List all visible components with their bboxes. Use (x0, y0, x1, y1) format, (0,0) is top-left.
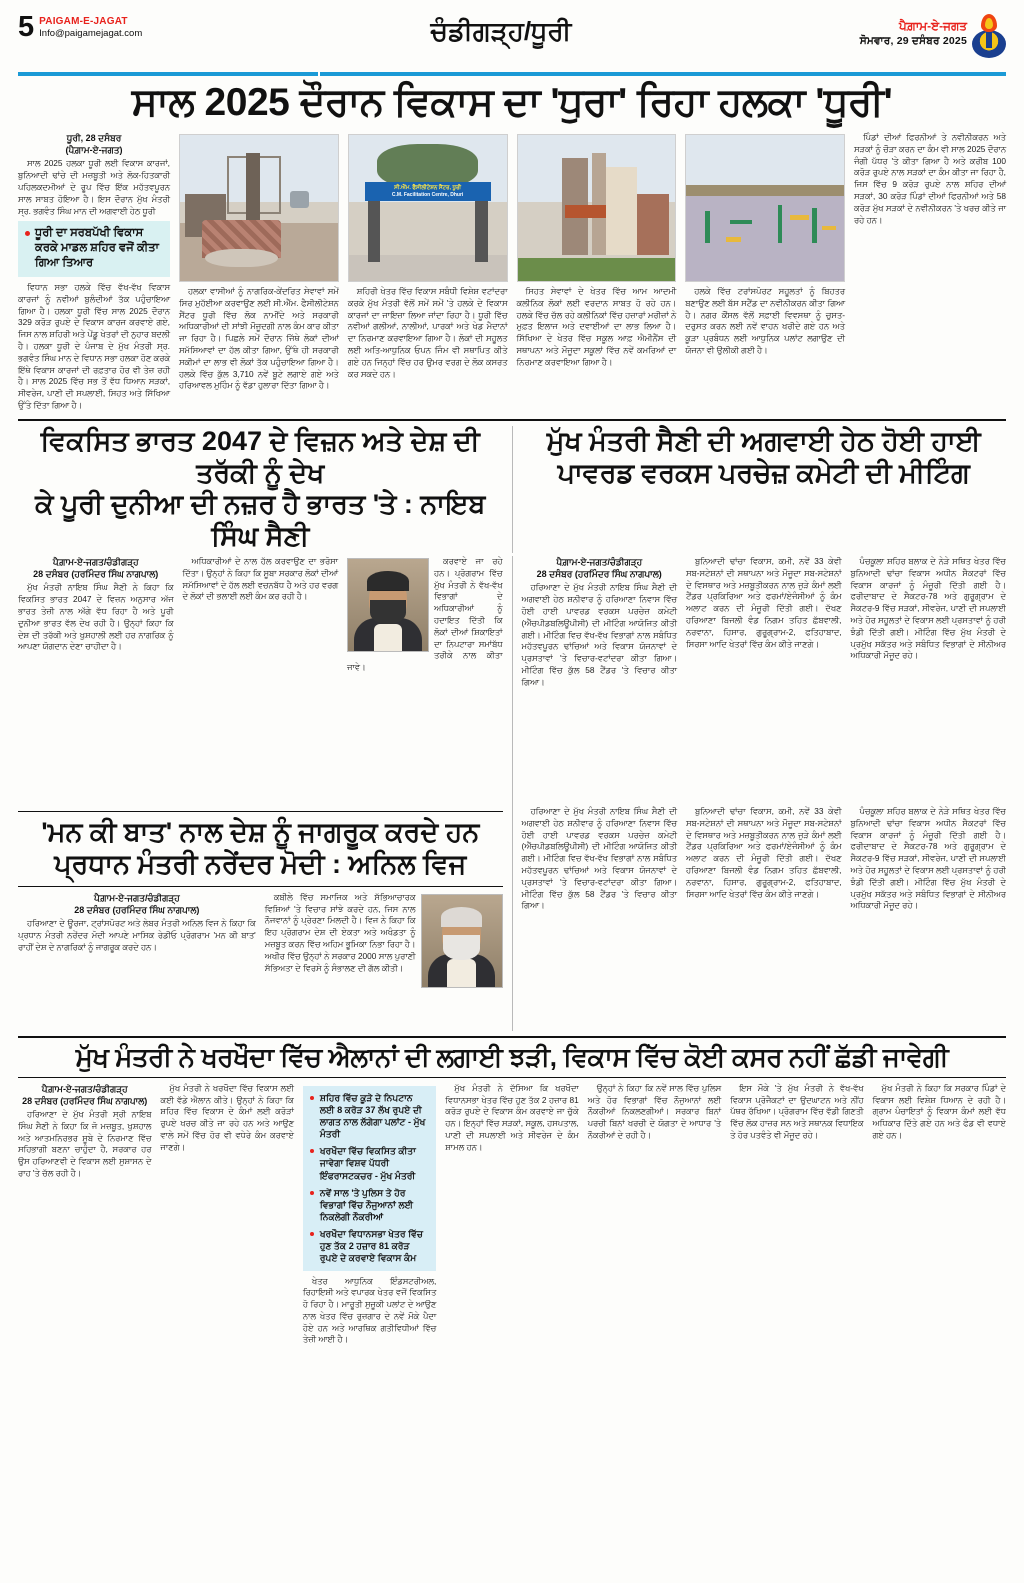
article3-continued (522, 806, 1007, 1031)
article5-col2: ਮੁੱਖ ਮੰਤਰੀ ਨੇ ਖਰਖੌਦਾ ਵਿੱਚ ਵਿਕਾਸ ਲਈ ਕਈ ਵੱਡੇ ਐਲਾਨ ਕੀਤੇ। ਉਨ੍ਹਾਂ ਨੇ ਕਿਹਾ ਕਿ ਸ਼ਹਿਰ ਵਿੱਚ ਵਿਕਾਸ ਦੇ ਕੰਮਾਂ ਲਈ ਕਰੋੜਾਂ ਰੁਪਏ ਖਰਚ ਕੀਤੇ ਜਾ ਰਹੇ ਹਨ ਅਤੇ ਆਉਣ ਵਾਲੇ ਸਮੇਂ ਵਿੱਚ ਹੋਰ ਵੀ ਵਧੇਰੇ ਕੰਮ ਕਰਵਾਏ ਜਾਣਗੇ। (160, 1082, 294, 1152)
section-title: ਚੰਡੀਗੜ੍ਹ/ਧੂਰੀ (430, 16, 572, 46)
article5-headline: ਮੁੱਖ ਮੰਤਰੀ ਨੇ ਖਰਖੌਦਾ ਵਿੱਚ ਐਲਾਨਾਂ ਦੀ ਲਗਾਈ ਝੜੀ, ਵਿਕਾਸ ਵਿੱਚ ਕੋਈ ਕਸਰ ਨਹੀਂ ਛੱਡੀ ਜਾਵੇਗੀ (75, 1042, 949, 1073)
article5-col5: ਉਨ੍ਹਾਂ ਨੇ ਕਿਹਾ ਕਿ ਨਵੇਂ ਸਾਲ ਵਿੱਚ ਪੁਲਿਸ ਅਤੇ ਹੋਰ ਵਿਭਾਗਾਂ ਵਿੱਚ ਨੌਜੁਆਨਾਂ ਲਈ ਨੌਕਰੀਆਂ ਨਿਕਲਣਗੀਆਂ। ਸਰਕਾਰ ਬਿਨਾਂ ਪਰਚੀ ਬਿਨਾਂ ਖਰਚੀ ਦੇ ਯੋਗਤਾ ਦੇ ਆਧਾਰ 'ਤੇ ਨੌਕਰੀਆਂ ਦੇ ਰਹੀ ਹੈ। (587, 1082, 722, 1140)
lead-left-column (18, 132, 170, 414)
lead-highlight-list (24, 226, 164, 271)
article5-bullet-box (303, 1086, 436, 1271)
article5-col3: ਸ਼ਹਿਰ ਵਿੱਚ ਕੂੜੇ ਦੇ ਨਿਪਟਾਨ ਲਈ 8 ਕਰੋੜ 37 ਲੱਖ ਰੁਪਏ ਦੀ ਲਾਗਤ ਨਾਲ ਲੱਗੇਗਾ ਪਲਾਂਟ - ਮੁੱਖ ਮੰਤਰੀ ਖਰਖੌਦਾ ਵਿੱਚ ਵਿਕਸਿਤ ਕੀਤਾ ਜਾਵੇਗਾ ਵਿਸ਼ਵ ਪੱਧਰੀ ਇੰਫਰਾਸਟਕਚਰ - ਮੁੱਖ ਮੰਤਰੀ ਨਵੇਂ ਸਾਲ 'ਤੇ ਪੁਲਿਸ ਤੇ ਹੋਰ ਵਿਭਾਗਾਂ ਵਿੱਚ ਨੌਜੁਆਨਾਂ ਲਈ ਨਿਕਲੇਗੀ ਨੌਕਰੀਆਂ ਖਰਖੌਦਾ ਵਿਧਾਨਸਭਾ ਖੇਤਰ ਵਿੱਚ ਹੁਣ ਤੱਕ 2 ਹਜ਼ਾਰ 81 ਕਰੋੜ ਰੁਪਏ ਦੇ ਕਰਵਾਏ ਵਿਕਾਸ ਕੰਮ ਖੇਤਰ ਆਧੁਨਿਕ ਇੰਡਸਟਰੀਅਲ, ਰਿਹਾਇਸ਼ੀ ਅਤੇ ਵਪਾਰਕ ਖੇਤਰ ਵਜੋਂ ਵਿਕਸਿਤ ਹੋ ਰਿਹਾ ਹੈ। ਮਾਰੂਤੀ ਸੁਜ਼ੂਕੀ ਪਲਾਂਟ ਦੇ ਆਉਣ ਨਾਲ ਖੇਤਰ ਵਿੱਚ ਰੁਜ਼ਗਾਰ ਦੇ ਨਵੇਂ ਮੌਕੇ ਪੈਦਾ ਹੋਏ ਹਨ ਅਤੇ ਆਰਥਿਕ ਗਤੀਵਿਧੀਆਂ ਵਿੱਚ ਤੇਜ਼ੀ ਆਈ ਹੈ। (303, 1083, 436, 1538)
brand-email: Info@paigamejagat.com (39, 27, 143, 39)
article3-headline: ਮੁੱਖ ਮੰਤਰੀ ਸੈਣੀ ਦੀ ਅਗਵਾਈ ਹੇਠ ਹੋਈ ਹਾਈ ਪਾਵਰਡ ਵਰਕਸ ਪਰਚੇਜ਼ ਕਮੇਟੀ ਦੀ ਮੀਟਿੰਗ (546, 425, 981, 488)
lead-highlight-box (18, 221, 170, 277)
list-item: ਖਰਖੌਦਾ ਵਿੱਚ ਵਿਕਸਿਤ ਕੀਤਾ ਜਾਵੇਗਾ ਵਿਸ਼ਵ ਪੱਧਰੀ ਇੰਫਰਾਸਟਕਚਰ - ਮੁੱਖ ਮੰਤਰੀ (310, 1145, 429, 1181)
list-item: ਸ਼ਹਿਰ ਵਿੱਚ ਕੂੜੇ ਦੇ ਨਿਪਟਾਨ ਲਈ 8 ਕਰੋੜ 37 ਲੱਖ ਰੁਪਏ ਦੀ ਲਾਗਤ ਨਾਲ ਲੱਗੇਗਾ ਪਲਾਂਟ - ਮੁੱਖ ਮੰਤਰੀ (310, 1092, 429, 1141)
photo-open-gym-park (685, 134, 845, 282)
portrait-naib-singh-saini (347, 558, 429, 652)
torch-logo-icon (972, 14, 1006, 58)
photo-sign-text: ਸੀ.ਐੱਮ. ਫੈਸੀਲੀਟੇਸ਼ਨ ਸੈਂਟਰ, ਧੂਰੀ C.M. Facilitation Centre, Dhuri (391, 184, 464, 199)
article2-col1: ਪੈਗ਼ਾਮ-ਏ-ਜਗਤ/ਚੰਡੀਗੜ੍ਹ 28 ਦਸੰਬਰ (ਹਰਮਿੰਦਰ ਸਿੰਘ ਨਾਗਪਾਲ) ਮੁੱਖ ਮੰਤਰੀ ਨਾਇਬ ਸਿੰਘ ਸੈਣੀ ਨੇ ਕਿਹਾ ਕਿ ਵਿਕਸਿਤ ਭਾਰਤ 2047 ਦੇ ਵਿਜ਼ਨ ਅਨੁਸਾਰ ਅੱਜ ਭਾਰਤ ਤੇਜ਼ੀ ਨਾਲ ਅੱਗੇ ਵੱਧ ਰਿਹਾ ਹੈ ਅਤੇ ਪੂਰੀ ਦੁਨੀਆ ਭਾਰਤ ਵੱਲ ਦੇਖ ਰਹੀ ਹੈ। ਉਨ੍ਹਾਂ ਕਿਹਾ ਕਿ ਦੇਸ਼ ਦੀ ਤਰੱਕੀ ਅਤੇ ਖੁਸ਼ਹਾਲੀ ਲਈ ਹਰ ਨਾਗਰਿਕ ਨੂੰ ਆਪਣਾ ਯੋਗਦਾਨ ਦੇਣਾ ਚਾਹੀਦਾ ਹੈ। (18, 557, 174, 652)
masthead-right-texts (860, 14, 967, 48)
lead-right-column (854, 132, 1006, 414)
article2-dateline: ਪੈਗ਼ਾਮ-ਏ-ਜਗਤ/ਚੰਡੀਗੜ੍ਹ 28 ਦਸੰਬਰ (ਹਰਮਿੰਦਰ ਸਿੰਘ ਨਾਗਪਾਲ) (33, 557, 159, 580)
page-number: 5 (18, 11, 34, 43)
lead-col3-text: ਸ਼ਹਿਰੀ ਖੇਤਰ ਵਿੱਚ ਵਿਕਾਸ ਸਬੰਧੀ ਵਿਸ਼ੇਸ਼ ਵਟਾਂਦਰਾ ਕਰਕੇ ਮੁੱਖ ਮੰਤਰੀ ਵੱਲੋਂ ਸਮੇਂ ਸਮੇਂ 'ਤੇ ਹਲਕੇ ਦੇ ਵਿਕਾਸ ਕਾਰਜਾਂ ਦਾ ਜਾਇਜ਼ਾ ਲਿਆ ਜਾਂਦਾ ਰਿਹਾ ਹੈ। ਧੂਰੀ ਵਿੱਚ ਨਵੀਆਂ ਗਲੀਆਂ, ਨਾਲੀਆਂ, ਪਾਰਕਾਂ ਅਤੇ ਖੇਡ ਮੈਦਾਨਾਂ ਦਾ ਨਿਰਮਾਣ ਕਰਵਾਇਆ ਗਿਆ ਹੈ। ਲੋਕਾਂ ਦੀ ਸਹੂਲਤ ਲਈ ਅਤਿ-ਆਧੁਨਿਕ ਓਪਨ ਜਿੰਮ ਵੀ ਸਥਾਪਿਤ ਕੀਤੇ ਗਏ ਹਨ ਜਿਨ੍ਹਾਂ ਵਿੱਚ ਹਰ ਉਮਰ ਵਰਗ ਦੇ ਲੋਕ ਕਸਰਤ ਕਰ ਸਕਦੇ ਹਨ। (347, 286, 508, 379)
article5-bullet-list (310, 1092, 429, 1265)
article3-col3: ਪੰਚਕੂਲਾ ਸ਼ਹਿਰ ਬਲਾਕ ਦੇ ਨੇੜੇ ਸਥਿਤ ਖੇਤਰ ਵਿੱਚ ਬੁਨਿਆਦੀ ਢਾਂਚਾ ਵਿਕਾਸ ਅਧੀਨ ਸੈਕਟਰਾਂ ਵਿੱਚ ਵਿਕਾਸ ਕਾਰਜਾਂ ਨੂੰ ਮੰਜ਼ੂਰੀ ਦਿੱਤੀ ਗਈ ਹੈ। ਫਰੀਦਾਬਾਦ ਦੇ ਸੈਕਟਰ-78 ਅਤੇ ਗੁਰੂਗ੍ਰਾਮ ਦੇ ਸੈਕਟਰ-9 ਵਿੱਚ ਸੜਕਾਂ, ਸੀਵਰੇਜ, ਪਾਣੀ ਦੀ ਸਪਲਾਈ ਅਤੇ ਹੋਰ ਸਹੂਲਤਾਂ ਦੇ ਵਿਕਾਸ ਲਈ ਪ੍ਰਸਤਾਵਾਂ ਨੂੰ ਹਰੀ ਝੰਡੀ ਦਿੱਤੀ ਗਈ। ਮੀਟਿੰਗ ਵਿੱਚ ਮੁੱਖ ਮੰਤਰੀ ਦੇ ਪ੍ਰਮੁੱਖ ਸਕੱਤਰ ਅਤੇ ਸਬੰਧਿਤ ਵਿਭਾਗਾਂ ਦੇ ਸੀਨੀਅਰ ਅਧਿਕਾਰੀ ਮੌਜੂਦ ਰਹੇ। (850, 556, 1006, 661)
brand-name: PAIGAM-E-JAGAT (39, 16, 128, 27)
article4-block (18, 806, 1006, 1031)
column-divider (512, 806, 513, 1031)
article5-col4: ਮੁੱਖ ਮੰਤਰੀ ਨੇ ਦੱਸਿਆ ਕਿ ਖਰਖੌਦਾ ਵਿਧਾਨਸਭਾ ਖੇਤਰ ਵਿੱਚ ਹੁਣ ਤੱਕ 2 ਹਜ਼ਾਰ 81 ਕਰੋੜ ਰੁਪਏ ਦੇ ਵਿਕਾਸ ਕੰਮ ਕਰਵਾਏ ਜਾ ਚੁੱਕੇ ਹਨ। ਇਨ੍ਹਾਂ ਵਿੱਚ ਸੜਕਾਂ, ਸਕੂਲ, ਹਸਪਤਾਲ, ਪਾਣੀ ਦੀ ਸਪਲਾਈ ਅਤੇ ਸੀਵਰੇਜ ਦੇ ਕੰਮ ਸ਼ਾਮਲ ਹਨ। (445, 1082, 579, 1152)
divider-article5 (18, 1036, 1006, 1038)
article5-dateline: ਪੈਗ਼ਾਮ-ਏ-ਜਗਤ/ਚੰਡੀਗੜ੍ਹ 28 ਦਸੰਬਰ (ਹਰਮਿੰਦਰ ਸਿੰਘ ਨਾਗਪਾਲ) (22, 1083, 148, 1106)
brand-block (39, 14, 142, 39)
article3-col2: ਬੁਨਿਆਦੀ ਢਾਂਚਾ ਵਿਕਾਸ, ਕਮੀ, ਨਵੇਂ 33 ਕੇਵੀ ਸਬ-ਸਟੇਸ਼ਨਾਂ ਦੀ ਸਥਾਪਨਾ ਅਤੇ ਮੌਜੂਦਾ ਸਬ-ਸਟੇਸ਼ਨਾਂ ਦੇ ਵਿਸਥਾਰ ਅਤੇ ਮਜ਼ਬੂਤੀਕਰਨ ਨਾਲ ਜੁੜੇ ਕੰਮਾਂ ਲਈ ਟੈਂਡਰ ਪ੍ਰਕਿਰਿਆ ਅਤੇ ਫਰਮਾਂ/ਏਜੰਸੀਆਂ ਨੂੰ ਕੰਮ ਅਲਾਟ ਕਰਨ ਦੀ ਮੰਜ਼ੂਰੀ ਦਿੱਤੀ ਗਈ। ਦੱਖਣ ਹਰਿਆਣਾ ਬਿਜਲੀ ਵੰਡ ਨਿਗਮ ਤਹਿਤ ਛੱਬਵਾਲੀ, ਨਰਵਾਨਾ, ਹਿਸਾਰ, ਗੁਰੂਗ੍ਰਾਮ-2, ਫਤਿਹਾਬਾਦ, ਸਿਰਸਾ ਆਦਿ ਖੇਤਰਾਂ ਵਿੱਚ ਕੰਮ ਕੀਤੇ ਜਾਣਗੇ। (686, 556, 842, 649)
lead-center-columns (179, 286, 845, 394)
divider-lead (18, 419, 1006, 421)
masthead (18, 11, 1006, 68)
lead-col6-text: ਪਿੰਡਾਂ ਦੀਆਂ ਫਿਰਨੀਆਂ ਤੇ ਨਵੀਨੀਕਰਨ ਅਤੇ ਸੜਕਾਂ ਨੂੰ ਚੌੜਾ ਕਰਨ ਦਾ ਕੰਮ ਵੀ ਸਾਲ 2025 ਦੌਰਾਨ ਜੰਗੀ ਪੱਧਰ 'ਤੇ ਕੀਤਾ ਗਿਆ ਹੈ ਅਤੇ ਕਰੀਬ 100 ਕਰੋੜ ਰੁਪਏ ਨਾਲ ਸੜਕਾਂ ਦਾ ਕੰਮ ਕੀਤਾ ਜਾ ਰਿਹਾ ਹੈ, ਜਿਸ ਵਿੱਚ 9 ਕਰੋੜ ਰੁਪਏ ਨਾਲ ਸ਼ਹਿਰ ਦੀਆਂ ਸੜਕਾਂ, 30 ਕਰੋੜ ਪਿੰਡਾਂ ਦੀਆਂ ਫਿਰਨੀਆਂ ਅਤੇ 58 ਕਰੋੜ ਮੁੱਖ ਸੜਕਾਂ ਦੇ ਨਵੀਨੀਕਰਨ 'ਤੇ ਖਰਚ ਕੀਤੇ ਜਾ ਰਹੇ ਹਨ। (854, 132, 1006, 225)
masthead-left (18, 11, 143, 43)
column-divider (512, 556, 513, 806)
lead-center-block (179, 132, 845, 414)
list-item: ਧੂਰੀ ਦਾ ਸਰਬਪੱਖੀ ਵਿਕਾਸ ਕਰਕੇ ਮਾਡਲ ਸ਼ਹਿਰ ਵਜੋਂ ਕੀਤਾ ਗਿਆ ਤਿਆਰ (24, 226, 164, 271)
article2-col3: ਕਰਵਾਏ ਜਾ ਰਹੇ ਹਨ। ਪ੍ਰੋਗਰਾਮ ਵਿੱਚ ਮੁੱਖ ਮੰਤਰੀ ਨੇ ਵੱਖ-ਵੱਖ ਵਿਭਾਗਾਂ ਦੇ ਅਧਿਕਾਰੀਆਂ ਨੂੰ ਹਦਾਇਤ ਦਿੱਤੀ ਕਿ ਲੋਕਾਂ ਦੀਆਂ ਸ਼ਿਕਾਇਤਾਂ ਦਾ ਨਿਪਟਾਰਾ ਸਮਾਂਬੱਧ ਤਰੀਕੇ ਨਾਲ ਕੀਤਾ ਜਾਵੇ। (347, 556, 503, 673)
lead-headline: ਸਾਲ 2025 ਦੌਰਾਨ ਵਿਕਾਸ ਦਾ 'ਧੁਰਾ' ਰਿਹਾ ਹਲਕਾ 'ਧੂਰੀ' (131, 81, 893, 124)
lead-col5-text: ਹਲਕੇ ਵਿੱਚ ਟਰਾਂਸਪੋਰਟ ਸਹੂਲਤਾਂ ਨੂੰ ਬਿਹਤਰ ਬਣਾਉਣ ਲਈ ਬੱਸ ਸਟੈਂਡ ਦਾ ਨਵੀਨੀਕਰਨ ਕੀਤਾ ਗਿਆ ਹੈ। ਨਗਰ ਕੌਂਸਲ ਵੱਲੋਂ ਸਫ਼ਾਈ ਵਿਵਸਥਾ ਨੂੰ ਚੁਸਤ-ਦਰੁਸਤ ਕਰਨ ਲਈ ਨਵੇਂ ਵਾਹਨ ਖਰੀਦੇ ਗਏ ਹਨ ਅਤੇ ਕੂੜਾ ਪ੍ਰਬੰਧਨ ਲਈ ਆਧੁਨਿਕ ਪਲਾਂਟ ਲਗਾਉਣ ਦੀ ਯੋਜਨਾ ਵੀ ਉਲੀਕੀ ਗਈ ਹੈ। (685, 286, 845, 356)
article4-col2: ਕਬੀਲੇ ਵਿੱਚ ਸਮਾਜਿਕ ਅਤੇ ਸੱਭਿਆਚਾਰਕ ਵਿਸ਼ਿਆਂ 'ਤੇ ਵਿਚਾਰ ਸਾਂਝੇ ਕਰਦੇ ਹਨ, ਜਿਸ ਨਾਲ ਨੌਜਵਾਨਾਂ ਨੂੰ ਪ੍ਰੇਰਣਾ ਮਿਲਦੀ ਹੈ। ਵਿਜ ਨੇ ਕਿਹਾ ਕਿ ਇਹ ਪ੍ਰੋਗਰਾਮ ਦੇਸ਼ ਦੀ ਏਕਤਾ ਅਤੇ ਅਖੰਡਤਾ ਨੂੰ ਮਜ਼ਬੂਤ ਕਰਨ ਵਿੱਚ ਅਹਿਮ ਭੂਮਿਕਾ ਨਿਭਾ ਰਿਹਾ ਹੈ। ਅਖੀਰ ਵਿੱਚ ਉਨ੍ਹਾਂ ਨੇ ਸਰਕਾਰ 2000 ਸਾਲ ਪੁਰਾਣੀ ਸੱਭਿਅਤਾ ਦੇ ਵਿਰਸੇ ਨੂੰ ਸੰਭਾਲਣ ਦੀ ਗੱਲ ਕੀਤੀ। (265, 892, 503, 991)
article3-dateline: ਪੈਗ਼ਾਮ-ਏ-ਜਗਤ/ਚੰਡੀਗੜ੍ਹ 28 ਦਸੰਬਰ (ਹਰਮਿੰਦਰ ਸਿੰਘ ਨਾਗਪਾਲ) (536, 557, 662, 580)
article5-body (18, 1083, 1006, 1538)
lead-dateline: ਧੂਰੀ, 28 ਦਸੰਬਰ (ਪੈਗ਼ਾਮ-ਏ-ਜਗਤ) (65, 133, 123, 156)
article3-cont-col3: ਪੰਚਕੂਲਾ ਸ਼ਹਿਰ ਬਲਾਕ ਦੇ ਨੇੜੇ ਸਥਿਤ ਖੇਤਰ ਵਿੱਚ ਬੁਨਿਆਦੀ ਢਾਂਚਾ ਵਿਕਾਸ ਅਧੀਨ ਸੈਕਟਰਾਂ ਵਿੱਚ ਵਿਕਾਸ ਕਾਰਜਾਂ ਨੂੰ ਮੰਜ਼ੂਰੀ ਦਿੱਤੀ ਗਈ ਹੈ। ਫਰੀਦਾਬਾਦ ਦੇ ਸੈਕਟਰ-78 ਅਤੇ ਗੁਰੂਗ੍ਰਾਮ ਦੇ ਸੈਕਟਰ-9 ਵਿੱਚ ਸੜਕਾਂ, ਸੀਵਰੇਜ, ਪਾਣੀ ਦੀ ਸਪਲਾਈ ਅਤੇ ਹੋਰ ਸਹੂਲਤਾਂ ਦੇ ਵਿਕਾਸ ਲਈ ਪ੍ਰਸਤਾਵਾਂ ਨੂੰ ਹਰੀ ਝੰਡੀ ਦਿੱਤੀ ਗਈ। ਮੀਟਿੰਗ ਵਿੱਚ ਮੁੱਖ ਮੰਤਰੀ ਦੇ ਪ੍ਰਮੁੱਖ ਸਕੱਤਰ ਅਤੇ ਸਬੰਧਿਤ ਵਿਭਾਗਾਂ ਦੇ ਸੀਨੀਅਰ ਅਧਿਕਾਰੀ ਮੌਜੂਦ ਰਹੇ। (850, 806, 1006, 911)
mid-headlines (18, 426, 1006, 553)
column-divider (512, 426, 513, 553)
photo-government-building (517, 134, 677, 282)
masthead-rule (18, 72, 1006, 76)
list-item: ਖਰਖੌਦਾ ਵਿਧਾਨਸਭਾ ਖੇਤਰ ਵਿੱਚ ਹੁਣ ਤੱਕ 2 ਹਜ਼ਾਰ 81 ਕਰੋੜ ਰੁਪਏ ਦੇ ਕਰਵਾਏ ਵਿਕਾਸ ਕੰਮ (310, 1228, 429, 1264)
article3-col1: ਪੈਗ਼ਾਮ-ਏ-ਜਗਤ/ਚੰਡੀਗੜ੍ਹ 28 ਦਸੰਬਰ (ਹਰਮਿੰਦਰ ਸਿੰਘ ਨਾਗਪਾਲ) ਹਰਿਆਣਾ ਦੇ ਮੁੱਖ ਮੰਤਰੀ ਨਾਇਬ ਸਿੰਘ ਸੈਣੀ ਦੀ ਅਗਵਾਈ ਹੇਠ ਸ਼ਨੀਵਾਰ ਨੂੰ ਹਰਿਆਣਾ ਨਿਵਾਸ ਵਿੱਚ ਹੋਈ ਹਾਈ ਪਾਵਰਡ ਵਰਕਸ ਪਰਚੇਜ਼ ਕਮੇਟੀ (ਐੱਚਪੀਡਬਲਿਊਪੀਸੀ) ਦੀ ਮੀਟਿੰਗ ਆਯੋਜਿਤ ਕੀਤੀ ਗਈ। ਮੀਟਿੰਗ ਵਿਚ ਵੱਖ-ਵੱਖ ਵਿਭਾਗਾਂ ਨਾਲ ਸਬੰਧਿਤ ਮਹੱਤਵਪੂਰਨ ਢਾਂਚਿਆਂ ਅਤੇ ਵਿਕਾਸ ਯੋਜਨਾਵਾਂ ਦੇ ਪ੍ਰਸਤਾਵਾਂ 'ਤੇ ਵਿਚਾਰ-ਵਟਾਂਦਰਾ ਕੀਤਾ ਗਿਆ। ਮੀਟਿੰਗ ਵਿੱਚ ਕੁੱਲ 58 ਟੈਂਡਰ 'ਤੇ ਵਿਚਾਰ ਕੀਤਾ ਗਿਆ। (521, 557, 677, 687)
portrait-anil-vij (421, 894, 503, 988)
article4-col1: ਪੈਗ਼ਾਮ-ਏ-ਜਗਤ/ਚੰਡੀਗੜ੍ਹ 28 ਦਸੰਬਰ (ਹਰਮਿੰਦਰ ਸਿੰਘ ਨਾਗਪਾਲ) ਹਰਿਆਣਾ ਦੇ ਊਰਜਾ, ਟ੍ਰਾਂਸਪੋਰਟ ਅਤੇ ਲੇਬਰ ਮੰਤਰੀ ਅਨਿਲ ਵਿਜ ਨੇ ਕਿਹਾ ਕਿ ਪ੍ਰਧਾਨ ਮੰਤਰੀ ਨਰੇਂਦਰ ਮੋਦੀ ਆਪਣੇ ਮਾਸਿਕ ਰੇਡੀਓ ਪ੍ਰੋਗਰਾਮ 'ਮਨ ਕੀ ਬਾਤ' ਰਾਹੀਂ ਦੇਸ਼ ਦੇ ਨਾਗਰਿਕਾਂ ਨੂੰ ਜਾਗਰੂਕ ਕਰਦੇ ਹਨ। (18, 892, 256, 952)
masthead-right (860, 14, 1006, 58)
divider-article4-bottom (18, 886, 503, 887)
article3-cont-col2: ਬੁਨਿਆਦੀ ਢਾਂਚਾ ਵਿਕਾਸ, ਕਮੀ, ਨਵੇਂ 33 ਕੇਵੀ ਸਬ-ਸਟੇਸ਼ਨਾਂ ਦੀ ਸਥਾਪਨਾ ਅਤੇ ਮੌਜੂਦਾ ਸਬ-ਸਟੇਸ਼ਨਾਂ ਦੇ ਵਿਸਥਾਰ ਅਤੇ ਮਜ਼ਬੂਤੀਕਰਨ ਨਾਲ ਜੁੜੇ ਕੰਮਾਂ ਲਈ ਟੈਂਡਰ ਪ੍ਰਕਿਰਿਆ ਅਤੇ ਫਰਮਾਂ/ਏਜੰਸੀਆਂ ਨੂੰ ਕੰਮ ਅਲਾਟ ਕਰਨ ਦੀ ਮੰਜ਼ੂਰੀ ਦਿੱਤੀ ਗਈ। ਦੱਖਣ ਹਰਿਆਣਾ ਬਿਜਲੀ ਵੰਡ ਨਿਗਮ ਤਹਿਤ ਛੱਬਵਾਲੀ, ਨਰਵਾਨਾ, ਹਿਸਾਰ, ਗੁਰੂਗ੍ਰਾਮ-2, ਫਤਿਹਾਬਾਦ, ਸਿਰਸਾ ਆਦਿ ਖੇਤਰਾਂ ਵਿੱਚ ਕੰਮ ਕੀਤੇ ਜਾਣਗੇ। (686, 806, 842, 899)
article5-col6: ਇਸ ਮੌਕੇ 'ਤੇ ਮੁੱਖ ਮੰਤਰੀ ਨੇ ਵੱਖ-ਵੱਖ ਵਿਕਾਸ ਪ੍ਰੋਜੈਕਟਾਂ ਦਾ ਉਦਘਾਟਨ ਅਤੇ ਨੀਂਹ ਪੱਥਰ ਰੱਖਿਆ। ਪ੍ਰੋਗਰਾਮ ਵਿੱਚ ਵੱਡੀ ਗਿਣਤੀ ਵਿੱਚ ਲੋਕ ਹਾਜ਼ਰ ਸਨ ਅਤੇ ਸਥਾਨਕ ਵਿਧਾਇਕ ਤੇ ਹੋਰ ਪਤਵੰਤੇ ਵੀ ਮੌਜੂਦ ਰਹੇ। (730, 1082, 864, 1140)
list-item: ਨਵੇਂ ਸਾਲ 'ਤੇ ਪੁਲਿਸ ਤੇ ਹੋਰ ਵਿਭਾਗਾਂ ਵਿੱਚ ਨੌਜੁਆਨਾਂ ਲਈ ਨਿਕਲੇਗੀ ਨੌਕਰੀਆਂ (310, 1187, 429, 1223)
article5-col7: ਮੁੱਖ ਮੰਤਰੀ ਨੇ ਕਿਹਾ ਕਿ ਸਰਕਾਰ ਪਿੰਡਾਂ ਦੇ ਵਿਕਾਸ ਲਈ ਵਿਸ਼ੇਸ਼ ਧਿਆਨ ਦੇ ਰਹੀ ਹੈ। ਗ੍ਰਾਮ ਪੰਚਾਇਤਾਂ ਨੂੰ ਵਿਕਾਸ ਕੰਮਾਂ ਲਈ ਵੱਧ ਅਧਿਕਾਰ ਦਿੱਤੇ ਗਏ ਹਨ ਅਤੇ ਫੰਡ ਵੀ ਵਧਾਏ ਗਏ ਹਨ। (872, 1082, 1006, 1140)
lead-col1-text: ਵਿਧਾਨ ਸਭਾ ਹਲਕੇ ਵਿੱਚ ਵੱਖ-ਵੱਖ ਵਿਕਾਸ ਕਾਰਜਾਂ ਨੂੰ ਨਵੀਆਂ ਬੁਲੰਦੀਆਂ ਤੱਕ ਪਹੁੰਚਾਇਆ ਗਿਆ ਹੈ। ਹਲਕਾ ਧੂਰੀ ਵਿੱਚ ਸਾਲ 2025 ਦੌਰਾਨ 329 ਕਰੋੜ ਰੁਪਏ ਦੇ ਵਿਕਾਸ ਕਾਰਜ ਕਰਵਾਏ ਗਏ, ਜਿਸ ਨਾਲ ਸ਼ਹਿਰੀ ਅਤੇ ਪੇਂਡੂ ਖੇਤਰਾਂ ਦੀ ਨੁਹਾਰ ਬਦਲੀ ਹੈ। ਹਲਕਾ ਧੂਰੀ ਦੇ ਪੰਜਾਬ ਦੇ ਮੁੱਖ ਮੰਤਰੀ ਸ੍ਰ. ਭਗਵੰਤ ਸਿੰਘ ਮਾਨ ਦੇ ਵਿਧਾਨ ਸਭਾ ਹਲਕਾ ਹੋਣ ਕਰਕੇ ਇੱਥੇ ਵਿਕਾਸ ਕਾਰਜਾਂ ਦੀ ਰਫ਼ਤਾਰ ਹੋਰ ਵੀ ਤੇਜ਼ ਰਹੀ ਹੈ। ਸਾਲ 2025 ਵਿੱਚ ਸਭ ਤੋਂ ਵੱਧ ਧਿਆਨ ਸੜਕਾਂ, ਸੀਵਰੇਜ, ਪਾਣੀ ਦੀ ਸਪਲਾਈ, ਸਿਹਤ ਅਤੇ ਸਿੱਖਿਆ ਉੱਤੇ ਦਿੱਤਾ ਗਿਆ ਹੈ। (18, 282, 171, 410)
section-title-block (142, 14, 859, 48)
photo-cm-facilitation-centre (348, 134, 508, 282)
mid-body (18, 556, 1006, 806)
publication-date: ਸੋਮਵਾਰ, 29 ਦਸੰਬਰ 2025 (859, 34, 967, 47)
article4-headline-2: ਪ੍ਰਧਾਨ ਮੰਤਰੀ ਨਰੇਂਦਰ ਮੋਦੀ : ਅਨਿਲ ਵਿਜ (54, 849, 467, 879)
article2-col2: ਅਧਿਕਾਰੀਆਂ ਦੇ ਨਾਲ ਹੱਲ ਕਰਵਾਉਣ ਦਾ ਭਰੋਸਾ ਦਿੱਤਾ। ਉਨ੍ਹਾਂ ਨੇ ਕਿਹਾ ਕਿ ਸੂਬਾ ਸਰਕਾਰ ਲੋਕਾਂ ਦੀਆਂ ਸਮੱਸਿਆਵਾਂ ਦੇ ਹੱਲ ਲਈ ਵਚਨਬੱਧ ਹੈ ਅਤੇ ਹਰ ਵਰਗ ਦੇ ਲੋਕਾਂ ਦੀ ਭਲਾਈ ਲਈ ਕੰਮ ਕਰ ਰਹੀ ਹੈ। (182, 556, 338, 602)
lead-story (18, 132, 1006, 414)
lead-col2-text: ਹਲਕਾ ਵਾਸੀਆਂ ਨੂੰ ਨਾਗਰਿਕ-ਕੇਂਦਰਿਤ ਸੇਵਾਵਾਂ ਸਮੇਂ ਸਿਰ ਮੁਹੱਈਆ ਕਰਵਾਉਣ ਲਈ ਸੀ.ਐੱਮ. ਫੈਸੀਲੀਟੇਸ਼ਨ ਸੈਂਟਰ ਧੂਰੀ ਵਿੱਚ ਲੋਕ ਨਾਮੀਂਦੇ ਅਤੇ ਸਰਕਾਰੀ ਅਧਿਕਾਰੀਆਂ ਦੀ ਸਾਂਝੀ ਮੌਜੂਦਗੀ ਨਾਲ ਕੰਮ ਕਾਰ ਕੀਤਾ ਜਾ ਰਿਹਾ ਹੈ। ਪਿਛਲੇ ਸਮੇਂ ਦੌਰਾਨ ਜਿੱਥੇ ਲੋਕਾਂ ਦੀਆਂ ਸਮੱਸਿਆਵਾਂ ਦਾ ਹੱਲ ਕੀਤਾ ਗਿਆ, ਉੱਥੇ ਹੀ ਸਰਕਾਰੀ ਸਕੀਮਾਂ ਦਾ ਲਾਭ ਵੀ ਲੋਕਾਂ ਤੱਕ ਪਹੁੰਚਾਇਆ ਗਿਆ ਹੈ। ਹਲਕੇ ਵਿੱਚ ਕੁੱਲ 3,710 ਨਵੇਂ ਬੂਟੇ ਲਗਾਏ ਗਏ ਅਤੇ ਹਰਿਆਵਲ ਮੁਹਿੰਮ ਨੂੰ ਵੱਡਾ ਹੁਲਾਰਾ ਦਿੱਤਾ ਗਿਆ ਹੈ। (179, 286, 339, 391)
article3-cont-col1: ਹਰਿਆਣਾ ਦੇ ਮੁੱਖ ਮੰਤਰੀ ਨਾਇਬ ਸਿੰਘ ਸੈਣੀ ਦੀ ਅਗਵਾਈ ਹੇਠ ਸ਼ਨੀਵਾਰ ਨੂੰ ਹਰਿਆਣਾ ਨਿਵਾਸ ਵਿੱਚ ਹੋਈ ਹਾਈ ਪਾਵਰਡ ਵਰਕਸ ਪਰਚੇਜ਼ ਕਮੇਟੀ (ਐੱਚਪੀਡਬਲਿਊਪੀਸੀ) ਦੀ ਮੀਟਿੰਗ ਆਯੋਜਿਤ ਕੀਤੀ ਗਈ। ਮੀਟਿੰਗ ਵਿਚ ਵੱਖ-ਵੱਖ ਵਿਭਾਗਾਂ ਨਾਲ ਸਬੰਧਿਤ ਮਹੱਤਵਪੂਰਨ ਢਾਂਚਿਆਂ ਅਤੇ ਵਿਕਾਸ ਯੋਜਨਾਵਾਂ ਦੇ ਪ੍ਰਸਤਾਵਾਂ 'ਤੇ ਵਿਚਾਰ-ਵਟਾਂਦਰਾ ਕੀਤਾ ਗਿਆ। ਮੀਟਿੰਗ ਵਿੱਚ ਕੁੱਲ 58 ਟੈਂਡਰ 'ਤੇ ਵਿਚਾਰ ਕੀਤਾ ਗਿਆ। (521, 806, 677, 911)
article2-headline: ਵਿਕਸਿਤ ਭਾਰਤ 2047 ਦੇ ਵਿਜ਼ਨ ਅਤੇ ਦੇਸ਼ ਦੀ ਤਰੱਕੀ ਨੂੰ ਦੇਖ ਕੇ ਪੂਰੀ ਦੁਨੀਆ ਦੀ ਨਜ਼ਰ ਹੈ ਭਾਰਤ 'ਤੇ : ਨਾਇਬ ਸਿੰਘ ਸੈਣੀ (35, 425, 486, 552)
lead-col4-text: ਸਿਹਤ ਸੇਵਾਵਾਂ ਦੇ ਖੇਤਰ ਵਿੱਚ ਆਮ ਆਦਮੀ ਕਲੀਨਿਕ ਲੋਕਾਂ ਲਈ ਵਰਦਾਨ ਸਾਬਤ ਹੋ ਰਹੇ ਹਨ। ਹਲਕੇ ਵਿੱਚ ਚੱਲ ਰਹੇ ਕਲੀਨਿਕਾਂ ਵਿੱਚ ਹਜ਼ਾਰਾਂ ਮਰੀਜ਼ਾਂ ਨੇ ਮੁਫ਼ਤ ਇਲਾਜ ਅਤੇ ਦਵਾਈਆਂ ਦਾ ਲਾਭ ਲਿਆ ਹੈ। ਸਿੱਖਿਆ ਦੇ ਖੇਤਰ ਵਿੱਚ ਸਕੂਲ ਆਫ਼ ਐਮੀਨੈਂਸ ਦੀ ਸਥਾਪਨਾ ਅਤੇ ਮੌਜੂਦਾ ਸਕੂਲਾਂ ਵਿੱਚ ਨਵੇਂ ਕਮਰਿਆਂ ਦਾ ਨਿਰਮਾਣ ਕਰਵਾਇਆ ਗਿਆ ਹੈ। (516, 286, 677, 367)
divider-article5-under (18, 1077, 1006, 1078)
article5-col1: ਪੈਗ਼ਾਮ-ਏ-ਜਗਤ/ਚੰਡੀਗੜ੍ਹ 28 ਦਸੰਬਰ (ਹਰਮਿੰਦਰ ਸਿੰਘ ਨਾਗਪਾਲ) ਹਰਿਆਣਾ ਦੇ ਮੁੱਖ ਮੰਤਰੀ ਸ੍ਰੀ ਨਾਇਬ ਸਿੰਘ ਸੈਣੀ ਨੇ ਕਿਹਾ ਕਿ ਜੋ ਮਜ਼ਬੂਤ, ਖੁਸ਼ਹਾਲ ਅਤੇ ਆਤਮਨਿਰਭਰ ਸੂਬੇ ਦੇ ਨਿਰਮਾਣ ਵਿੱਚ ਸਹਿਭਾਗੀ ਬਣਨਾ ਚਾਹੁੰਦਾ ਹੈ, ਸਰਕਾਰ ਹਰ ਉਸ ਹਰਿਆਣਵੀ ਦੇ ਵਿਕਾਸ ਲਈ ਸੁਸ਼ਾਸਨ ਦੇ ਰਾਹ 'ਤੇ ਚੱਲ ਰਹੀ ਹੈ। (18, 1083, 152, 1178)
photo-row (179, 134, 845, 282)
article4-dateline: ਪੈਗ਼ਾਮ-ਏ-ਜਗਤ/ਚੰਡੀਗੜ੍ਹ 28 ਦਸੰਬਰ (ਹਰਮਿੰਦਰ ਸਿੰਘ ਨਾਗਪਾਲ) (74, 892, 200, 915)
article4 (18, 806, 503, 1031)
logo-text: ਪੈਗ਼ਾਮ-ਏ-ਜਗਤ (898, 19, 967, 33)
article4-headline-1: 'ਮਨ ਕੀ ਬਾਤ' ਨਾਲ ਦੇਸ਼ ਨੂੰ ਜਾਗਰੂਕ ਕਰਦੇ ਹਨ (41, 817, 480, 848)
lead-intro: ਸਾਲ 2025 ਹਲਕਾ ਧੂਰੀ ਲਈ ਵਿਕਾਸ ਕਾਰਜਾਂ, ਬੁਨਿਆਦੀ ਢਾਂਚੇ ਦੀ ਮਜ਼ਬੂਤੀ ਅਤੇ ਲੋਕ-ਹਿਤਕਾਰੀ ਪਹਿਲਕਦਮੀਆਂ ਦੇ ਰੂਪ ਵਿੱਚ ਇੱਕ ਮਹੱਤਵਪੂਰਨ ਸਾਲ ਸਾਬਤ ਹੋਇਆ ਹੈ। ਇਸ ਦੌਰਾਨ ਮੁੱਖ ਮੰਤਰੀ ਸ੍ਰ. ਭਗਵੰਤ ਸਿੰਘ ਮਾਨ ਦੀ ਅਗਵਾਈ ਹੇਠ ਧੂਰੀ (18, 158, 170, 216)
divider-article4-top (18, 811, 503, 812)
photo-construction-site (179, 134, 339, 282)
